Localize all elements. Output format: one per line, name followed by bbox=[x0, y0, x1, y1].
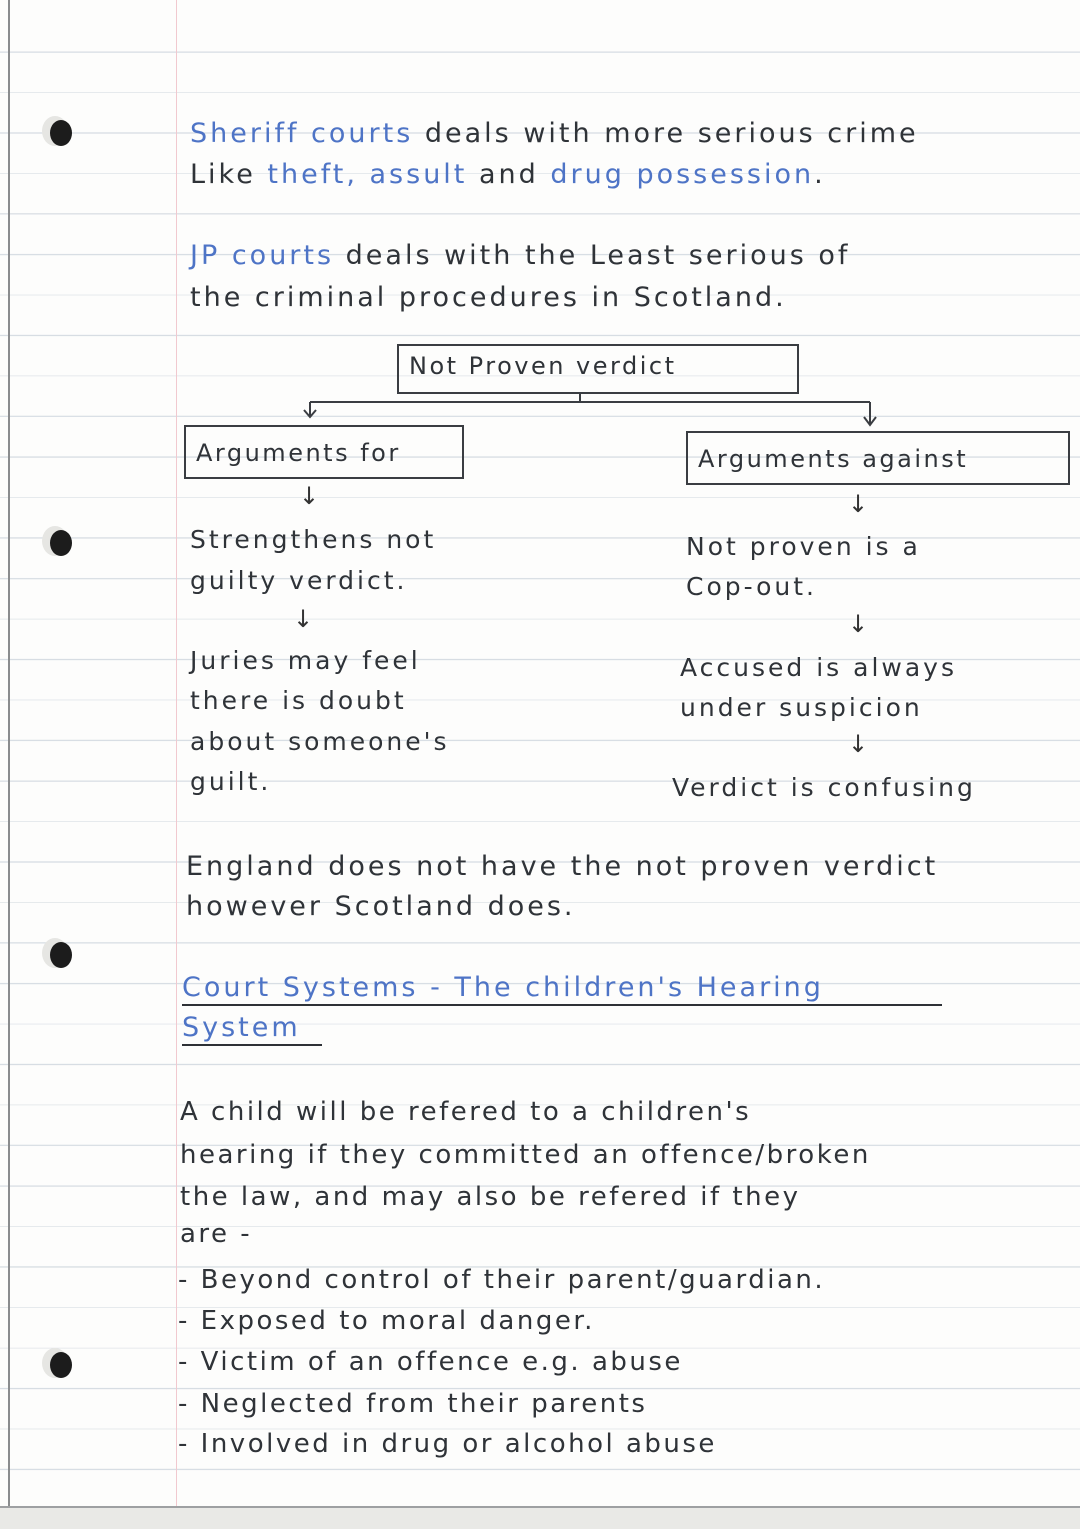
against-point-3-line-1: Verdict is confusing bbox=[672, 773, 976, 802]
arrow-down-icon: ↓ bbox=[293, 605, 314, 633]
paragraph-line-3: the law, and may also be refered if they bbox=[180, 1182, 801, 1212]
against-point-1-line-1: Not proven is a bbox=[686, 532, 921, 561]
page-left-edge bbox=[8, 0, 10, 1527]
list-item bbox=[178, 1303, 595, 1339]
sheriff-example-2: drug possession bbox=[550, 159, 815, 190]
sheriff-and: and bbox=[467, 159, 551, 190]
list-item-text: Involved in drug or alcohol abuse bbox=[200, 1429, 717, 1459]
heading-underline bbox=[182, 1004, 942, 1006]
jp-desc: deals with the Least serious of bbox=[334, 240, 851, 271]
binder-hole bbox=[50, 1352, 72, 1378]
bullet-dash: - bbox=[178, 1429, 190, 1459]
bullet-dash: - bbox=[178, 1347, 190, 1377]
arguments-against-box: Arguments against bbox=[686, 431, 1070, 485]
list-item bbox=[178, 1344, 683, 1380]
jp-line-1 bbox=[190, 238, 850, 274]
for-point-2-line-4: guilt. bbox=[190, 767, 272, 796]
list-item bbox=[178, 1426, 717, 1462]
section-heading-line-1: Court Systems - The children's Hearing bbox=[182, 972, 824, 1003]
paragraph-line-1: A child will be refered to a children's bbox=[180, 1097, 752, 1127]
sheriff-line-1 bbox=[190, 116, 919, 152]
binder-hole bbox=[50, 120, 72, 146]
bullet-dash: - bbox=[178, 1306, 190, 1336]
arrow-down-icon: ↓ bbox=[848, 730, 869, 758]
sheriff-like: Like bbox=[190, 159, 268, 190]
sheriff-desc: deals with more serious crime bbox=[413, 118, 919, 149]
for-point-2-line-2: there is doubt bbox=[190, 686, 407, 715]
list-item bbox=[178, 1262, 825, 1298]
list-item bbox=[178, 1386, 647, 1422]
england-note-line-2: however Scotland does. bbox=[186, 891, 576, 922]
binder-hole bbox=[50, 530, 72, 556]
list-item-text: Victim of an offence e.g. abuse bbox=[200, 1347, 683, 1377]
sheriff-courts-term: Sheriff courts bbox=[190, 118, 414, 149]
paragraph-line-4: are - bbox=[180, 1219, 253, 1249]
sheriff-example-1: theft, assult bbox=[267, 159, 468, 190]
sheriff-line-2 bbox=[190, 157, 826, 193]
section-heading-line-2: System bbox=[182, 1012, 301, 1043]
for-point-2-line-3: about someone's bbox=[190, 727, 450, 756]
list-item-text: Exposed to moral danger. bbox=[200, 1306, 595, 1336]
diagram-connector bbox=[290, 390, 890, 430]
binder-hole bbox=[50, 942, 72, 968]
page-bottom-edge bbox=[0, 1506, 1080, 1529]
jp-courts-term: JP courts bbox=[190, 240, 335, 271]
list-item-text: Neglected from their parents bbox=[200, 1389, 648, 1419]
bullet-dash: - bbox=[178, 1265, 190, 1295]
for-point-2-line-1: Juries may feel bbox=[190, 646, 421, 675]
margin-rule bbox=[176, 0, 177, 1527]
against-point-2-line-2: under suspicion bbox=[680, 693, 923, 722]
for-point-1-line-1: Strengthens not bbox=[190, 525, 437, 554]
heading-underline bbox=[182, 1044, 322, 1046]
list-item-text: Beyond control of their parent/guardian. bbox=[200, 1265, 826, 1295]
against-point-1-line-2: Cop-out. bbox=[686, 572, 817, 601]
england-note-line-1: England does not have the not proven verdict bbox=[186, 851, 939, 882]
jp-line-2: the criminal procedures in Scotland. bbox=[190, 282, 787, 313]
arrow-down-icon: ↓ bbox=[848, 610, 869, 638]
paragraph-line-2: hearing if they committed an offence/broken bbox=[180, 1140, 871, 1170]
against-point-2-line-1: Accused is always bbox=[680, 653, 957, 682]
arrow-down-icon: ↓ bbox=[848, 490, 869, 518]
bullet-dash: - bbox=[178, 1389, 190, 1419]
sheriff-period: . bbox=[814, 159, 826, 190]
arrow-down-icon: ↓ bbox=[299, 482, 320, 510]
arguments-for-box: Arguments for bbox=[184, 425, 464, 479]
for-point-1-line-2: guilty verdict. bbox=[190, 566, 408, 595]
diagram-root-box: Not Proven verdict bbox=[397, 344, 799, 394]
